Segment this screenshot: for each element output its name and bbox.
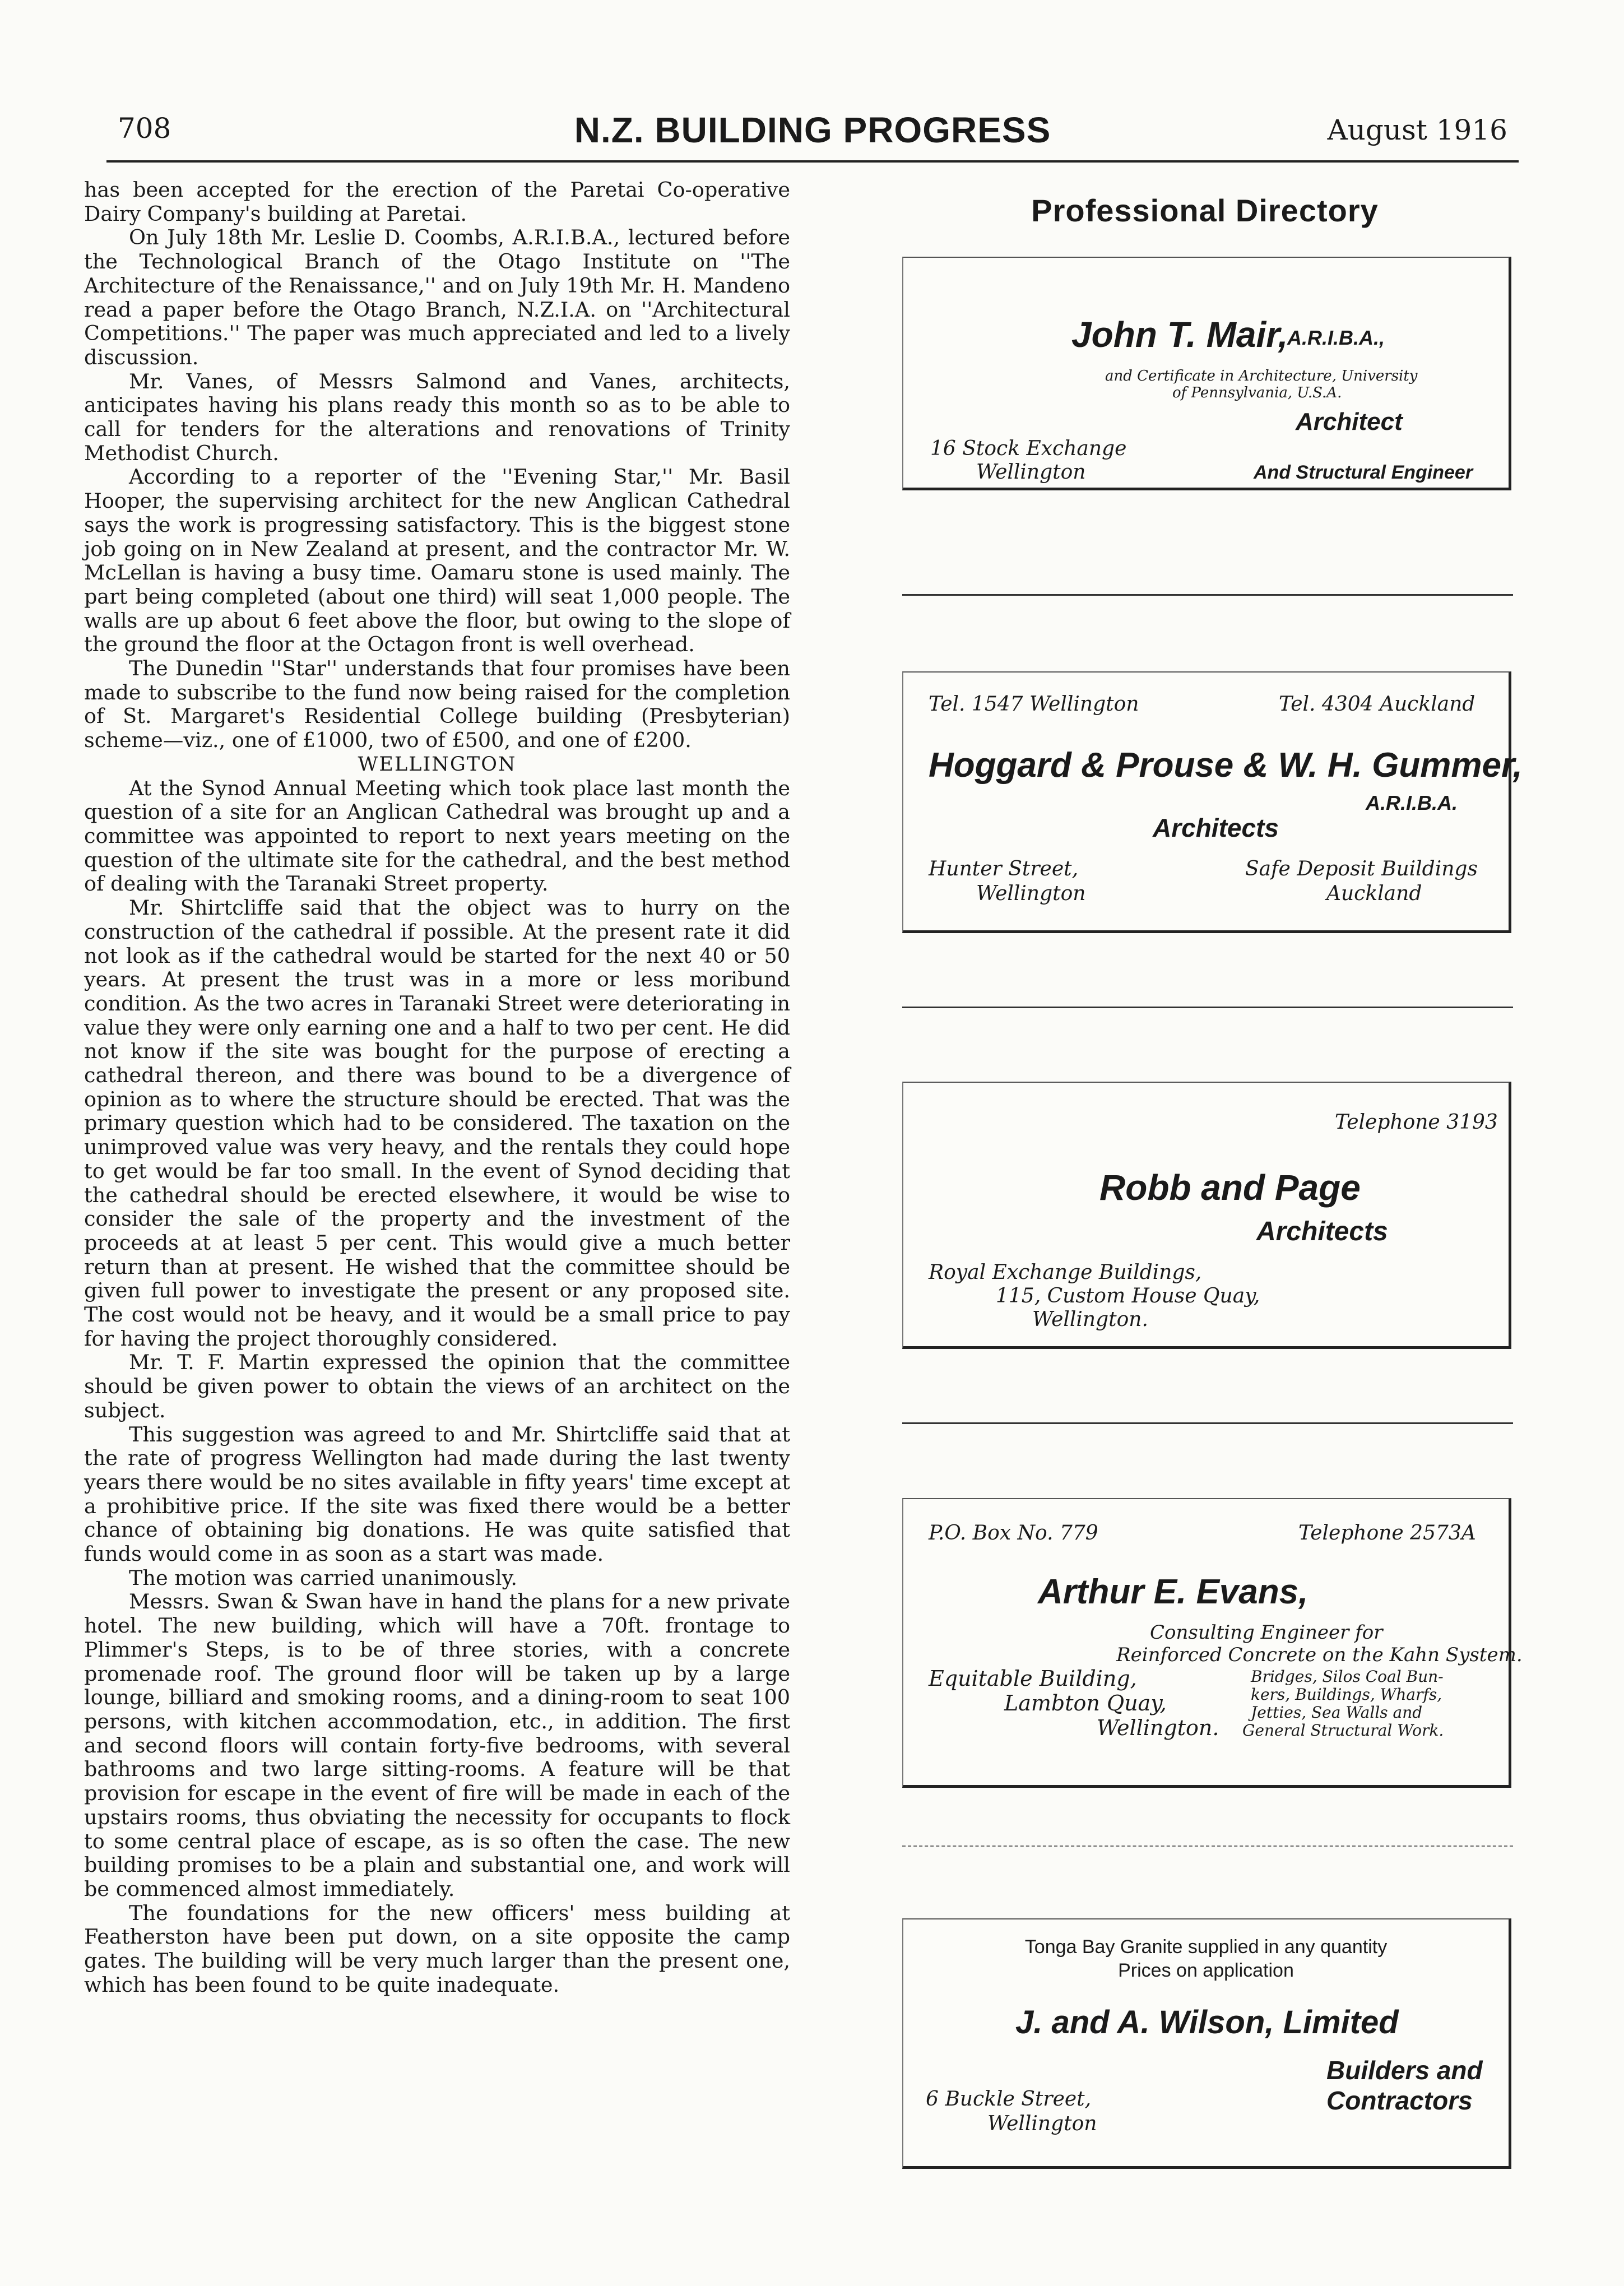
card-telephone: Telephone 2573A (1298, 1522, 1476, 1545)
card-name: Hoggard & Prouse & W. H. Gummer, (929, 746, 1523, 785)
card-name: Arthur E. Evans, (1038, 1573, 1309, 1611)
card-role: Contractors (1326, 2086, 1473, 2115)
separator-rule (902, 594, 1513, 596)
card-john-mair (902, 257, 1511, 490)
article-paragraph: Mr. Shirtcliffe said that the object was to hurry on the construction of the cathedral if possible. At the present rate it did not look as if the cathedral would be started for the next 40 or 50 years. At present the trust was in a more or less moribund condition. As the two acres in Taranaki Street were deteriorating in value they were only earning one and a half to two per cent. He did not know if the site was bought for the purpose of erecting a cathedral thereon, and there was bound to be a divergence of opinion as to where the structure should be erected. That was the primary question which had to be considered. The taxation on the unimproved value was very heavy, and the rentals they could hope to get would be far too small. In the event of Synod deciding that the cathedral should be erected elsewhere, it would be wise to consider the sale of the property and the investment of the proceeds at at least 5 per cent. This would give a much better return than at present. He wished that the committee should be given full power to investigate the present or any proposed site. The cost would not be heavy, and it would be a small price to pay for having the project thoroughly considered. (84, 896, 790, 1351)
article-paragraph: According to a reporter of the ''Evening Star,'' Mr. Basil Hooper, the supervising architect for the new Anglican Cathedral says the work is progressing satisfactory. This is the biggest stone job going on in New Zealand at present, and the contractor Mr. W. McLellan is having a busy time. Oamaru stone is used mainly. The part being completed (about one third) will seat 1,000 people. The walls are up about 6 feet above the floor, but owing to the slope of the ground the floor at the Octagon front is well overhead. (84, 465, 790, 657)
page-number: 708 (118, 112, 171, 145)
card-telephone: Tel. 4304 Auckland (1279, 693, 1475, 716)
article-paragraph: The Dunedin ''Star'' understands that four promises have been made to subscribe to the fund now being raised for the completion of St. Margaret's Residential College building (Presbyterian) scheme—viz., one of £1000, two of £500, and one of £200. (84, 656, 790, 753)
card-address: Hunter Street, (929, 857, 1079, 880)
card-services: General Structural Work. (1242, 1721, 1444, 1740)
card-arthur-evans (902, 1498, 1523, 1788)
card-address: Equitable Building, (929, 1666, 1137, 1691)
card-hoggard-prouse-gummer (902, 671, 1523, 933)
card-role: Architects (1256, 1217, 1388, 1246)
card-address: 115, Custom House Quay, (996, 1285, 1260, 1307)
card-address: Wellington. (1032, 1308, 1148, 1331)
separator-rule (902, 1007, 1513, 1008)
card-telephone: Telephone 3193 (1335, 1111, 1498, 1134)
card-address: Wellington (987, 2112, 1097, 2135)
card-telephone: Tel. 1547 Wellington (929, 693, 1139, 716)
page-header (106, 109, 1519, 160)
publication-title: N.Z. BUILDING PROGRESS (574, 110, 1051, 150)
card-services: Jetties, Sea Walls and (1251, 1703, 1423, 1722)
card-role: Builders and (1326, 2056, 1483, 2085)
card-role: Consulting Engineer for (1150, 1621, 1383, 1644)
article-paragraph: The foundations for the new officers' mess building at Featherston have been put down, on a site opposite the camp gates. The building will be very much larger than the present one, which has been found to be quite inadequate. (84, 1900, 790, 1997)
card-suffix: A.R.I.B.A., (1287, 326, 1385, 349)
card-address: 6 Buckle Street, (926, 2088, 1092, 2111)
card-address: Wellington. (1097, 1715, 1219, 1740)
card-po-box: P.O. Box No. 779 (929, 1522, 1098, 1545)
card-address: Lambton Quay, (1004, 1691, 1167, 1715)
article-paragraph: This suggestion was agreed to and Mr. Shirtcliffe said that at the rate of progress Wellington had made during the last twenty years there would be no sites available in fifty years' time except at a prohibitive price. If the site was fixed there would be a better chance of obtaining big donations. He was quite satisfied that funds would come in as soon as a start was made. (84, 1422, 790, 1566)
card-role: Architect (1296, 408, 1403, 435)
card-address: Wellington (976, 461, 1086, 484)
card-address: Royal Exchange Buildings, (929, 1261, 1202, 1284)
card-role: Architects (1153, 813, 1279, 842)
card-address: Safe Deposit Buildings (1245, 857, 1478, 880)
card-wilson-limited (902, 1918, 1511, 2169)
header-rule (106, 160, 1519, 163)
separator-rule (902, 1422, 1513, 1424)
section-heading: WELLINGTON (358, 753, 517, 776)
article-paragraph: Mr. T. F. Martin expressed the opinion that the committee should be given power to obtain the views of an architect on the subject. (84, 1350, 790, 1422)
article-paragraph: Messrs. Swan & Swan have in hand the plans for a new private hotel. The new building, which will have a 70ft. frontage to Plimmer's Steps, is to be of three stories, with a concrete promenade roof. The ground floor will be taken up by a large lounge, billiard and smoking rooms, and a dining-room to seat 100 persons, with kitchen accommodation, etc., in addition. The first and second floors will contain forty-five bedrooms, with several bathrooms and two large sitting-rooms. A feature will be that provision for escape in the event of fire will be made in each of the upstairs rooms, thus obviating the necessity for occupants to flock to some central place of escape, as is so often the case. The new building promises to be a plain and substantial one, and work will be commenced almost immediately. (84, 1589, 790, 1901)
directory-title: Professional Directory (1031, 193, 1379, 228)
card-certificate-line: and Certificate in Architecture, University (1105, 368, 1418, 384)
article-paragraph: has been accepted for the erection of the Paretai Co-operative Dairy Company's building at Paretai. (84, 178, 790, 226)
article-column (84, 178, 790, 1997)
card-address: Auckland (1326, 882, 1422, 905)
card-services: Bridges, Silos Coal Bun- (1251, 1667, 1444, 1686)
card-address: Wellington (976, 882, 1086, 905)
card-note: Prices on application (1118, 1960, 1294, 1981)
card-services: kers, Buildings, Wharfs, (1251, 1685, 1442, 1704)
article-paragraph: Mr. Vanes, of Messrs Salmond and Vanes, architects, anticipates having his plans ready this month so as to be able to call for tenders for the alterations and renovations of Trinity Methodist Church. (84, 369, 790, 465)
card-note: Tonga Bay Granite supplied in any quantity (1024, 1936, 1388, 1958)
card-role: And Structural Engineer (1254, 462, 1473, 483)
article-paragraph: On July 18th Mr. Leslie D. Coombs, A.R.I.B.A., lectured before the Technological Branch of the Otago Institute on ''The Architecture of the Renaissance,'' and on July 19th Mr. H. Mandeno read a paper before the Otago Branch, N.Z.I.A. on ''Architectural Competitions.'' The paper was much appreciated and led to a lively discussion. (84, 225, 790, 369)
card-name: John T. Mair, (1071, 314, 1288, 355)
article-paragraph: The motion was carried unanimously. (129, 1565, 518, 1590)
card-address: 16 Stock Exchange (930, 437, 1127, 460)
card-name: Robb and Page (1099, 1167, 1361, 1208)
card-name: J. and A. Wilson, Limited (1015, 2004, 1399, 2041)
separator-rule (902, 1846, 1513, 1847)
issue-date: August 1916 (1327, 114, 1507, 146)
card-robb-and-page (902, 1082, 1511, 1349)
card-role: Reinforced Concrete on the Kahn System. (1116, 1644, 1523, 1666)
article-paragraph: At the Synod Annual Meeting which took place last month the question of a site for an Anglican Cathedral was brought up and a committee was appointed to report to next years meeting on the question of the ultimate site for the cathedral, and the best method of dealing with the Taranaki Street property. (84, 776, 790, 896)
card-certificate-line: of Pennsylvania, U.S.A. (1172, 384, 1342, 401)
card-suffix: A.R.I.B.A. (1366, 791, 1458, 814)
